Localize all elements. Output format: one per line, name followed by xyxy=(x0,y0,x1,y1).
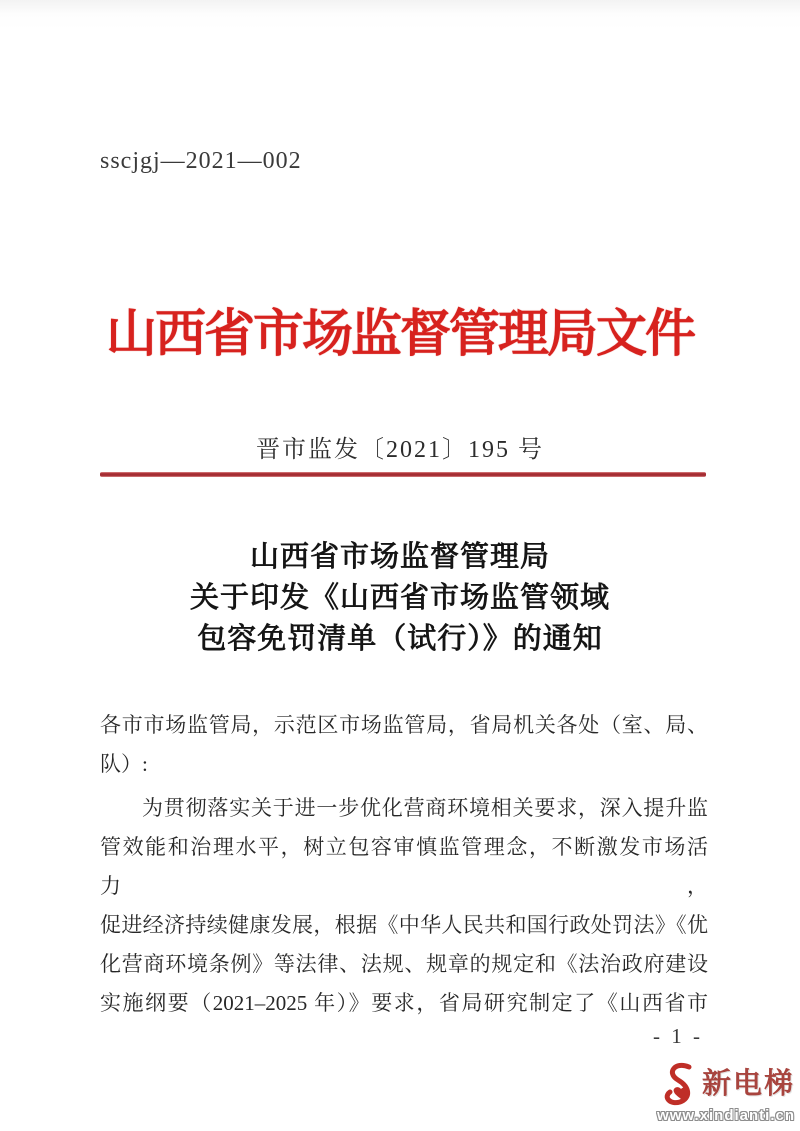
page-number: - 1 - xyxy=(653,1024,703,1048)
doc-code: sscjgj—2021—002 xyxy=(100,148,302,174)
notice-title-line-1: 山西省市场监督管理局 xyxy=(249,541,550,573)
agency-header-title: 山西省市场监督管理局文件 xyxy=(105,307,694,363)
paragraph-line-3: 促进经济持续健康发展，根据《中华人民共和国行政处罚法》《优 xyxy=(100,913,708,937)
salutation-line-1: 各市市场监管局，示范区市场监管局，省局机关各处（室、局、 xyxy=(100,713,708,737)
paragraph-line-4: 化营商环境条例》等法律、法规、规章的规定和《法治政府建设 xyxy=(100,952,708,976)
red-divider-rule xyxy=(100,472,706,477)
paragraph-line-5: 实施纲要（2021–2025 年）》要求，省局研究制定了《山西省市 xyxy=(100,991,708,1015)
paragraph-line-1: 为贯彻落实关于进一步优化营商环境相关要求，深入提升监 xyxy=(142,796,708,820)
notice-title-line-3: 包容免罚清单（试行）》的通知 xyxy=(197,623,603,655)
paragraph-line-2: 管效能和治理水平，树立包容审慎监管理念，不断激发市场活力， xyxy=(100,835,708,898)
body-text xyxy=(100,706,708,1023)
notice-title xyxy=(0,537,800,660)
watermark-brand-row xyxy=(657,1062,795,1106)
site-watermark xyxy=(657,1062,795,1123)
doc-number: 晋市监发〔2021〕195 号 xyxy=(256,437,544,463)
salutation-line-2: 队）: xyxy=(100,752,148,776)
body-paragraph xyxy=(100,789,708,1023)
watermark-url-text: www.xindianti.cn xyxy=(657,1107,795,1124)
notice-title-line-2: 关于印发《山西省市场监管领域 xyxy=(189,582,610,614)
watermark-brand-text: 新电梯 xyxy=(701,1067,795,1100)
ribbon-8-heart-icon xyxy=(660,1062,700,1106)
